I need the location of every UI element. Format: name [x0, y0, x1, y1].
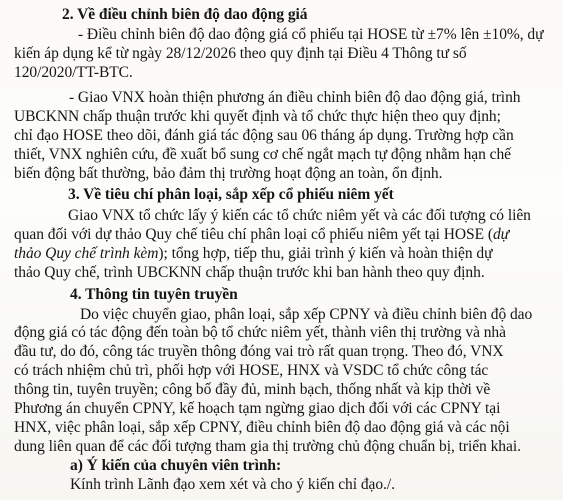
section-2-heading: 2. Về điều chỉnh biên độ dao động giá — [62, 6, 308, 23]
paragraph-line: 120/2020/TT-BTC. — [14, 63, 133, 81]
text-run: ); tổng hợp, tiếp thu, giải trình ý kiến và hoàn thiện dự — [158, 245, 493, 263]
paragraph-line — [14, 245, 492, 263]
paragraph-line: - Điều chỉnh biên độ dao động giá cổ phiếu tại HOSE từ ±7% lên ±10%, dự — [78, 25, 544, 43]
paragraph-line: thảo Quy chế, trình UBCKNN chấp thuận trước khi ban hành theo quy định. — [14, 264, 485, 281]
opinion-text: Kính trình Lãnh đạo xem xét và cho ý kiến chỉ đạo./. — [70, 476, 395, 493]
text-run: quan đối với dự thảo Quy chế tiêu chí phân loại cổ phiếu niêm yết tại HOSE ( — [14, 226, 493, 244]
paragraph-line: chỉ đạo HOSE theo dõi, đánh giá tác động sau 06 tháng áp dụng. Trường hợp cần — [14, 126, 514, 144]
paragraph-line: Phương án chuyển CPNY, kế hoạch tạm ngừng giao dịch đối với các CPNY tại — [14, 400, 501, 418]
paragraph-line: động giá có tác động đến toàn bộ tổ chức niêm yết, thành viên thị trường và nhà — [14, 324, 506, 342]
paragraph-line: thiết, VNX nghiên cứu, đề xuất bổ sung cơ chế ngắt mạch tự động nhằm hạn chế — [14, 145, 511, 163]
paragraph-line: dung liên quan để các đối tượng tham gia thị trường chủ động chuẩn bị, triển khai. — [14, 438, 521, 456]
paragraph-line — [14, 226, 509, 244]
italic-text-run: dự — [492, 226, 510, 244]
opinion-heading: a) Ý kiến của chuyên viên trình: — [70, 457, 282, 475]
paragraph-line: kiến áp dụng kể từ ngày 28/12/2026 theo quy định tại Điều 4 Thông tư số — [14, 44, 467, 62]
paragraph-line: Giao VNX tổ chức lấy ý kiến các tổ chức niêm yết và các đối tượng có liên — [68, 207, 531, 225]
paragraph-line: thông tin, tuyên truyền; công bố đầy đủ, minh bạch, thống nhất và kịp thời về — [14, 381, 491, 399]
paragraph-line: UBCKNN chấp thuận trước khi quyết định và tổ chức thực hiện theo quy định; — [14, 107, 501, 125]
paragraph-line: HNX, việc phân loại, sắp xếp CPNY, điều chỉnh biên độ dao động giá và các nội — [14, 419, 510, 437]
section-4-heading: 4. Thông tin tuyên truyền — [70, 285, 238, 303]
section-3-heading: 3. Về tiêu chí phân loại, sắp xếp cổ phiếu niêm yết — [68, 186, 394, 204]
italic-text-run: thảo Quy chế trình kèm — [14, 245, 159, 263]
paragraph-line: có trách nhiệm chủ trì, phối hợp với HOSE, HNX và VSDC tổ chức công tác — [14, 362, 489, 380]
paragraph-line: - Giao VNX hoàn thiện phương án điều chỉnh biên độ dao động giá, trình — [69, 89, 521, 106]
paragraph-line: đầu tư, do đó, công tác truyền thông đóng vai trò rất quan trọng. Theo đó, VNX — [14, 343, 504, 361]
paragraph-line: biến động bất thường, bảo đảm thị trường hoạt động an toàn, ổn định. — [14, 164, 443, 182]
paragraph-line: Do việc chuyển giao, phân loại, sắp xếp CPNY và điều chỉnh biên độ dao — [80, 305, 533, 323]
